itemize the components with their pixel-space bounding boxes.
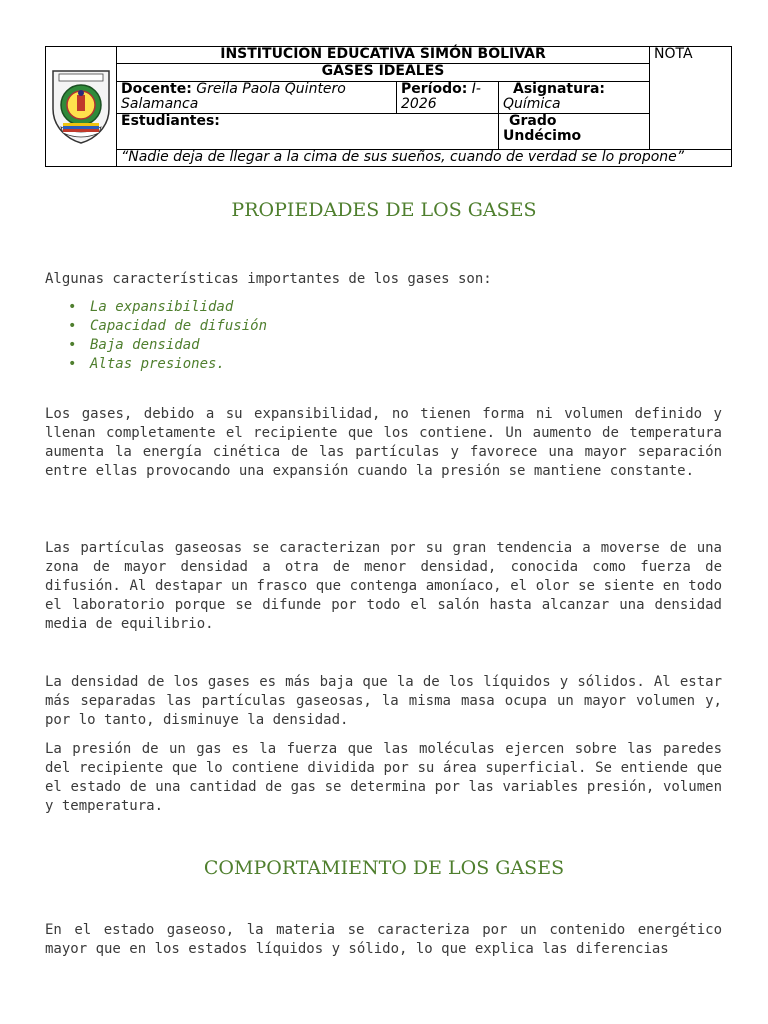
paragraph-presion: La presión de un gas es la fuerza que las moléculas ejercen sobre las paredes del recipiente que lo contiene dividida por su área superficial. Se entiende que el estado de una cantidad de gas se determina por las variables presión, volumen y temperatura. xyxy=(45,741,722,814)
intro-text: Algunas características importantes de los gases son: xyxy=(45,271,492,287)
periodo-label: Período: xyxy=(401,80,468,97)
periodo-value: I-2026 xyxy=(401,80,481,112)
docente-name: Greila Paola Quintero Salamanca xyxy=(121,80,346,112)
asignatura-label: Asignatura: xyxy=(513,80,606,97)
periodo-cell xyxy=(397,81,499,113)
school-crest-icon xyxy=(49,65,113,145)
document-subject-title: GASES IDEALES xyxy=(117,64,650,81)
list-item: • Baja densidad xyxy=(90,336,267,355)
list-item: • Capacidad de difusión xyxy=(90,317,267,336)
section-title-propiedades: PROPIEDADES DE LOS GASES xyxy=(231,199,537,221)
grado-label: Grado xyxy=(509,112,557,129)
paragraph-estado-gaseoso: En el estado gaseoso, la materia se caracteriza por un contenido energético mayor que en los estados líquidos y sólido, lo que explica las diferencias xyxy=(45,922,722,957)
asignatura-cell xyxy=(499,81,650,113)
document-header xyxy=(45,46,732,167)
docente-label: Docente: xyxy=(121,80,192,97)
paragraph-densidad: La densidad de los gases es más baja que la de los líquidos y sólidos. Al estar más separadas las partículas gaseosas, la misma masa ocupa un mayor volumen y, por lo tanto, disminuye la densidad. xyxy=(45,674,722,728)
estudiantes-label: Estudiantes: xyxy=(121,112,220,129)
estudiantes-cell xyxy=(117,113,499,149)
nota-box xyxy=(650,47,732,150)
institution-name: INSTITUCION EDUCATIVA SIMÓN BOLIVAR xyxy=(117,47,650,64)
nota-label: NOTA xyxy=(654,46,693,62)
grado-value: Undécimo xyxy=(503,127,582,144)
section-title-comportamiento: COMPORTAMIENTO DE LOS GASES xyxy=(203,857,565,879)
grado-cell xyxy=(499,113,650,149)
asignatura-value: Química xyxy=(503,95,561,112)
list-item: • La expansibilidad xyxy=(90,298,267,317)
docente-cell xyxy=(117,81,397,113)
motto-quote: “Nadie deja de llegar a la cima de sus sueños, cuando de verdad se lo propone” xyxy=(117,149,732,166)
list-item: • Altas presiones. xyxy=(90,355,267,374)
paragraph-expansibilidad: Los gases, debido a su expansibilidad, no tienen forma ni volumen definido y llenan completamente el recipiente que los contiene. Un aumento de temperatura aumenta la energía cinética de las partículas y favorece una mayor separación entre ellas provocando una expansión cuando la presión se mantiene constante. xyxy=(45,406,722,479)
properties-list xyxy=(45,298,267,374)
paragraph-difusion: Las partículas gaseosas se caracterizan por su gran tendencia a moverse de una zona de mayor densidad a otra de menor densidad, conocida como fuerza de difusión. Al destapar un frasco que contenga amoníaco, el olor se siente en todo el laboratorio porque se difunde por todo el salón hasta alcanzar una densidad media de equilibrio. xyxy=(45,540,722,632)
school-crest-cell xyxy=(46,47,117,167)
